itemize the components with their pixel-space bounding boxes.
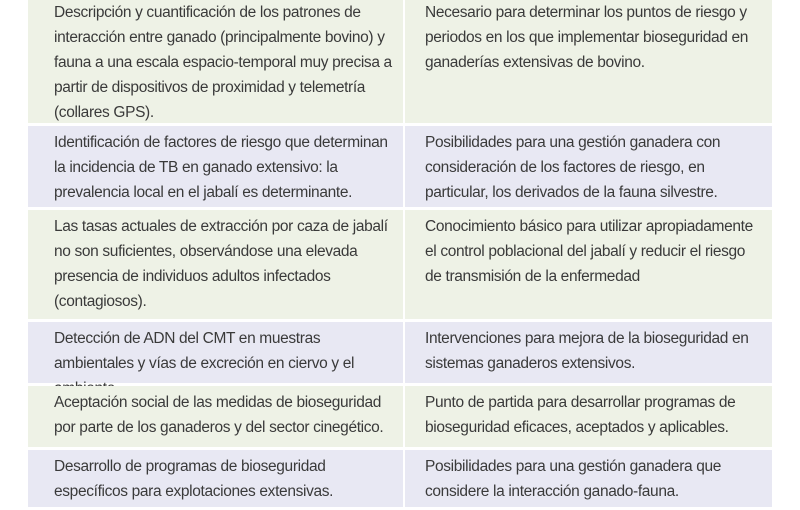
finding-cell: Las tasas actuales de extracción por caza de jabalí no son suficientes, observándose una elevada presencia de individuos adultos infectados (contagiosos). <box>28 210 405 319</box>
table-row <box>28 210 772 322</box>
finding-cell: Desarrollo de programas de bioseguridad específicos para explotaciones extensivas. <box>28 450 405 507</box>
finding-cell: Identificación de factores de riesgo que determinan la incidencia de TB en ganado extensivo: la prevalencia local en el jabalí es determinante. <box>28 126 405 207</box>
finding-cell: Descripción y cuantificación de los patrones de interacción entre ganado (principalmente bovino) y fauna a una escala espacio-temporal muy precisa a partir de dispositivos de proximidad y telemetría (collares GPS). <box>28 0 405 123</box>
implication-cell: Punto de partida para desarrollar programas de bioseguridad eficaces, aceptados y aplicables. <box>405 386 772 447</box>
table-row <box>28 322 772 386</box>
implication-cell: Intervenciones para mejora de la bioseguridad en sistemas ganaderos extensivos. <box>405 322 772 383</box>
table-row <box>28 0 772 126</box>
results-table <box>28 0 772 510</box>
implication-cell: Necesario para determinar los puntos de riesgo y periodos en los que implementar bioseguridad en ganaderías extensivas de bovino. <box>405 0 772 123</box>
finding-cell: Aceptación social de las medidas de bioseguridad por parte de los ganaderos y del sector cinegético. <box>28 386 405 447</box>
implication-cell: Conocimiento básico para utilizar apropiadamente el control poblacional del jabalí y reducir el riesgo de transmisión de la enfermedad <box>405 210 772 319</box>
table-row <box>28 126 772 210</box>
table-row <box>28 386 772 450</box>
table-row <box>28 450 772 510</box>
implication-cell: Posibilidades para una gestión ganadera con consideración de los factores de riesgo, en particular, los derivados de la fauna silvestre. <box>405 126 772 207</box>
implication-cell: Posibilidades para una gestión ganadera que considere la interacción ganado-fauna. <box>405 450 772 507</box>
finding-cell: Detección de ADN del CMT en muestras ambientales y vías de excreción en ciervo y el <box>28 322 405 383</box>
